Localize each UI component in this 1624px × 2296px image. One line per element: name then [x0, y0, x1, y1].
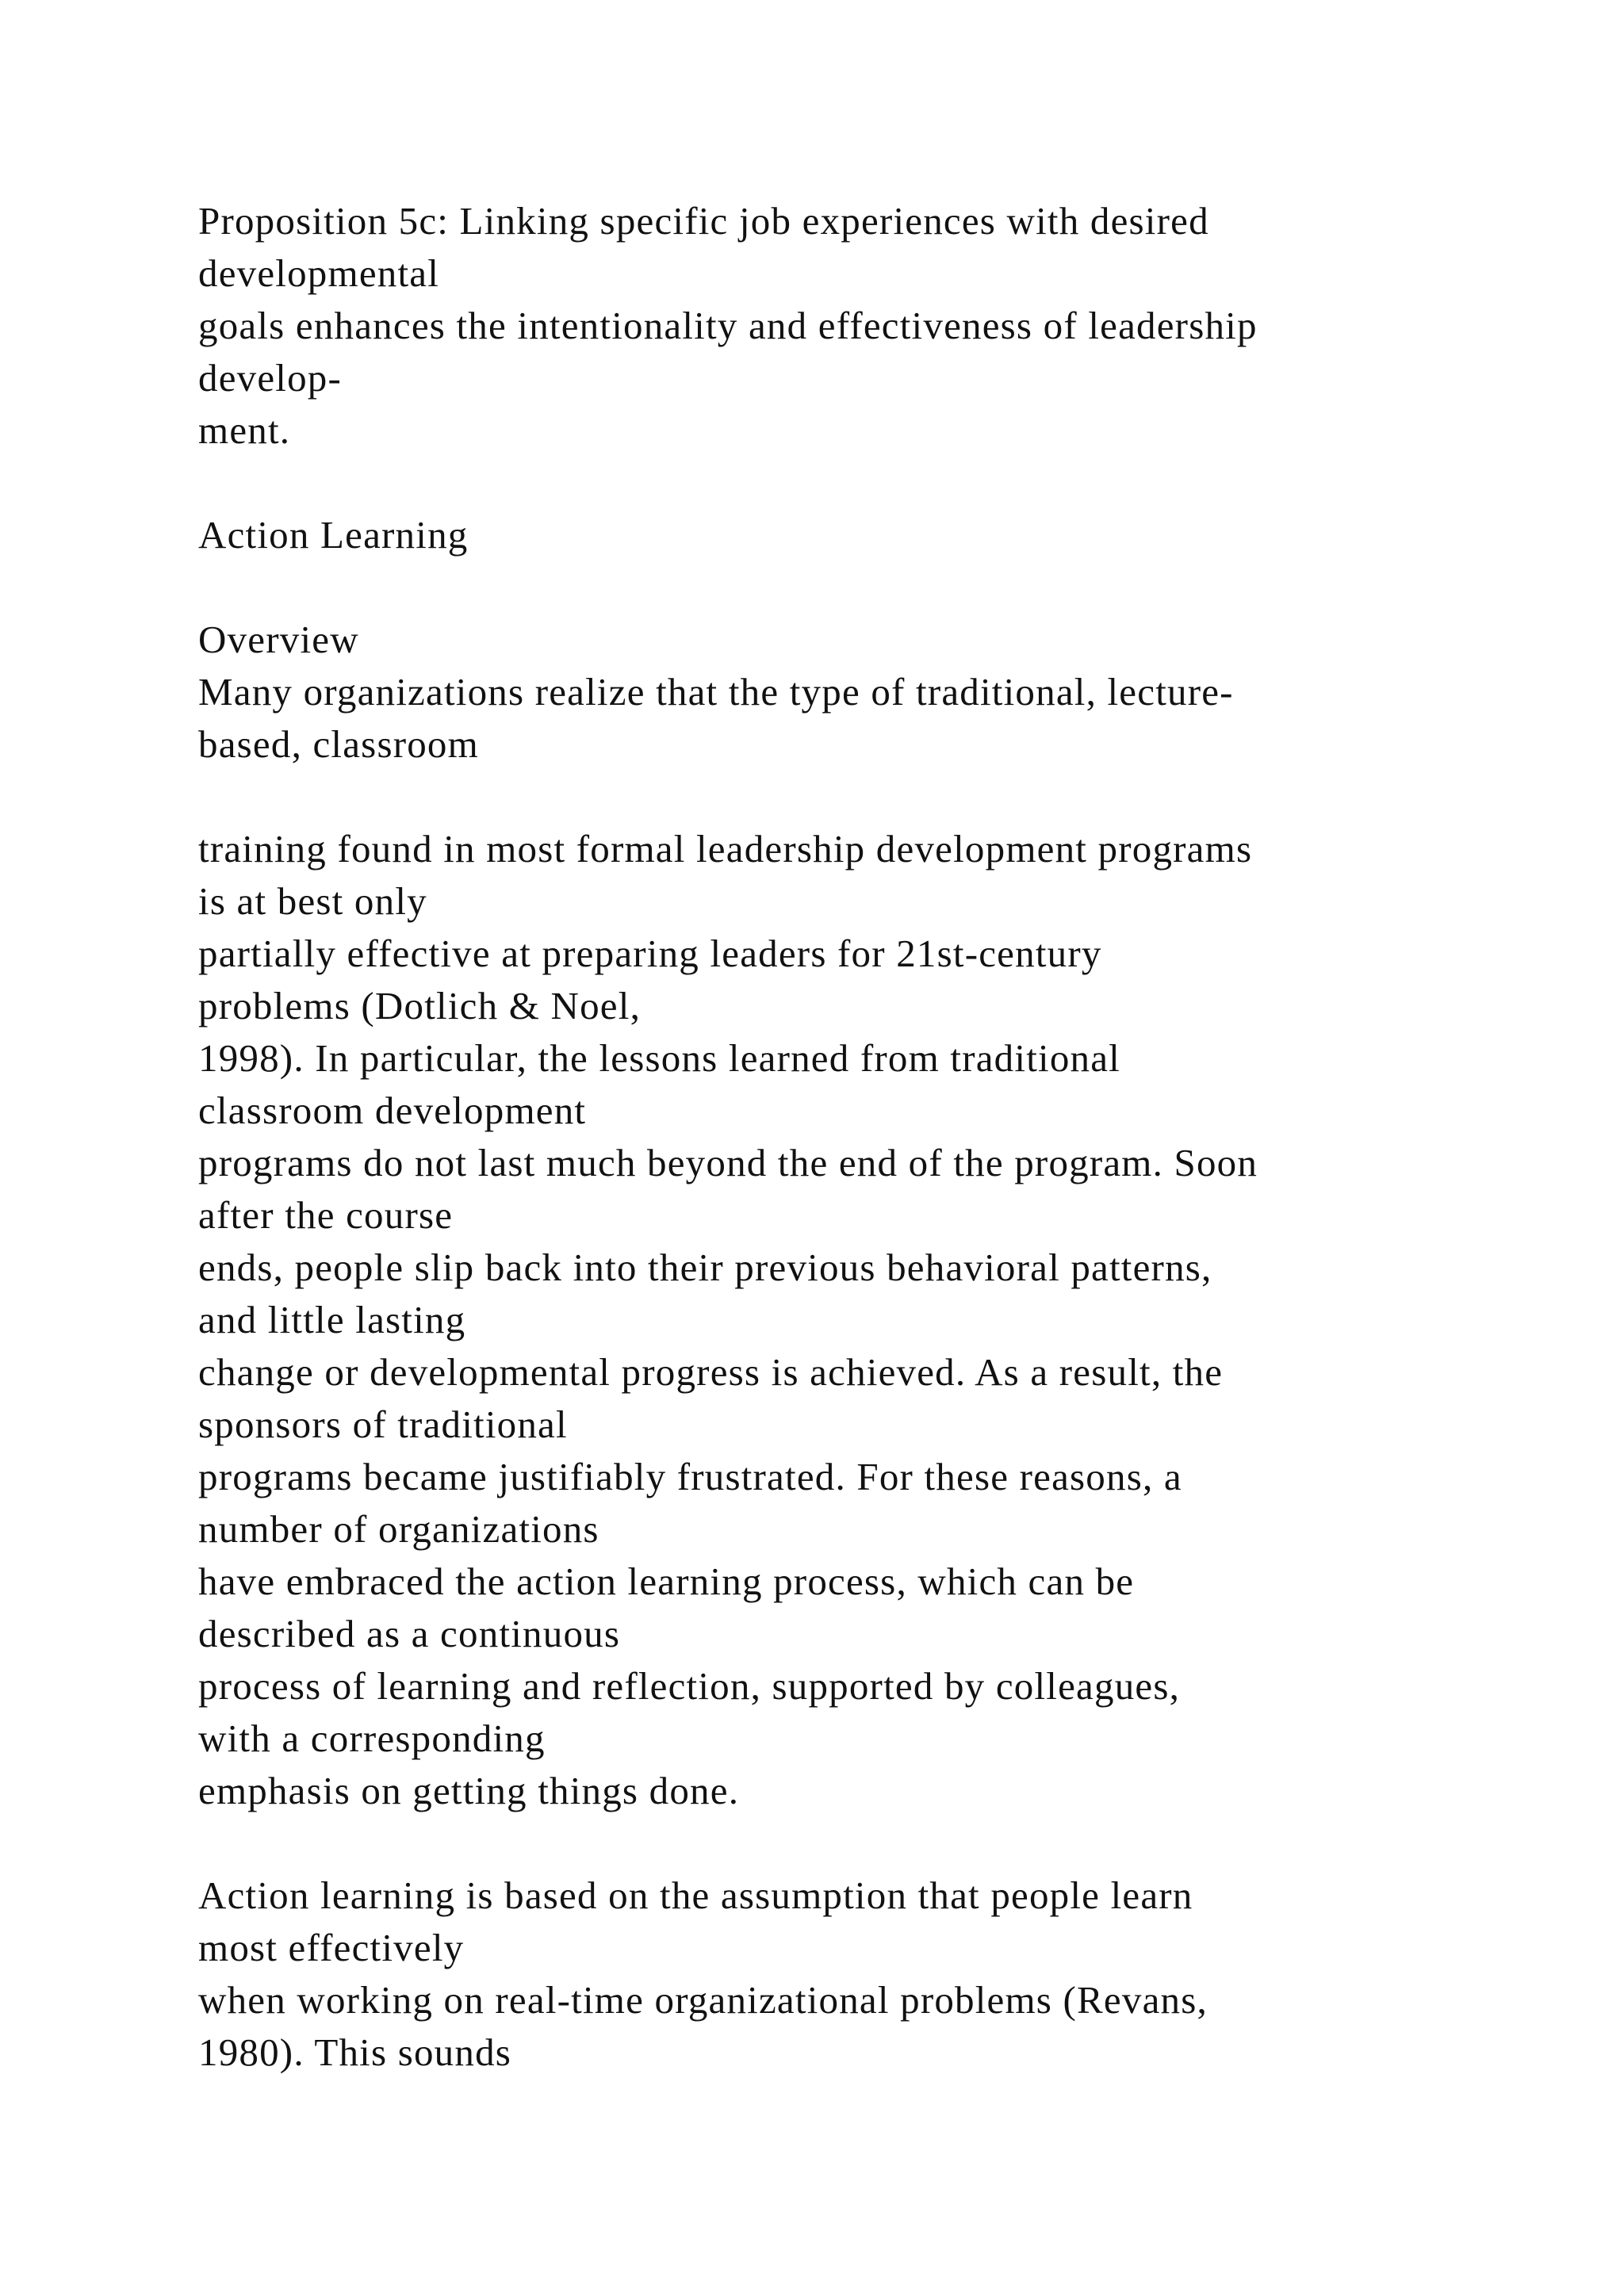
text-line: problems (Dotlich & Noel, [198, 984, 642, 1027]
text-line: ends, people slip back into their previous behavioral patterns, [198, 1246, 1212, 1289]
text-line: Proposition 5c: Linking specific job experiences with desired [198, 199, 1209, 243]
blank-line [198, 771, 1499, 823]
text-line: 1980). This sounds [198, 2030, 512, 2074]
document-body [198, 195, 1499, 2079]
text-line: emphasis on getting things done. [198, 1769, 740, 1812]
text-line: sponsors of traditional [198, 1402, 568, 1446]
text-line: described as a continuous [198, 1612, 621, 1655]
blank-line [198, 561, 1499, 614]
text-line: Action learning is based on the assumption that people learn [198, 1873, 1193, 1917]
text-line: process of learning and reflection, supported by colleagues, [198, 1664, 1181, 1708]
text-line: partially effective at preparing leaders for 21st-century [198, 932, 1102, 975]
text-line: goals enhances the intentionality and effectiveness of leadership [198, 304, 1258, 347]
text-line: after the course [198, 1193, 454, 1237]
text-line: 1998). In particular, the lessons learned from traditional [198, 1036, 1120, 1080]
text-line: is at best only [198, 879, 427, 923]
text-line: develop- [198, 356, 343, 400]
text-line: and little lasting [198, 1298, 466, 1341]
text-line: most effectively [198, 1926, 465, 1969]
text-line: when working on real-time organizational problems (Revans, [198, 1978, 1208, 2022]
text-line: training found in most formal leadership development programs [198, 827, 1253, 871]
text-line: classroom development [198, 1089, 587, 1132]
subsection-heading: Overview [198, 618, 359, 661]
text-line: with a corresponding [198, 1716, 546, 1760]
text-line: based, classroom [198, 722, 479, 766]
text-line: number of organizations [198, 1507, 599, 1551]
text-line: programs became justifiably frustrated. For these reasons, a [198, 1455, 1182, 1498]
section-heading: Action Learning [198, 513, 469, 557]
text-line: ment. [198, 408, 291, 452]
blank-line [198, 457, 1499, 509]
text-line: have embraced the action learning process, which can be [198, 1559, 1135, 1603]
text-line: Many organizations realize that the type of traditional, lecture- [198, 670, 1234, 714]
text-line: programs do not last much beyond the end of the program. Soon [198, 1141, 1258, 1184]
blank-line [198, 1817, 1499, 1869]
text-line: change or developmental progress is achieved. As a result, the [198, 1350, 1224, 1394]
text-line: developmental [198, 251, 440, 295]
